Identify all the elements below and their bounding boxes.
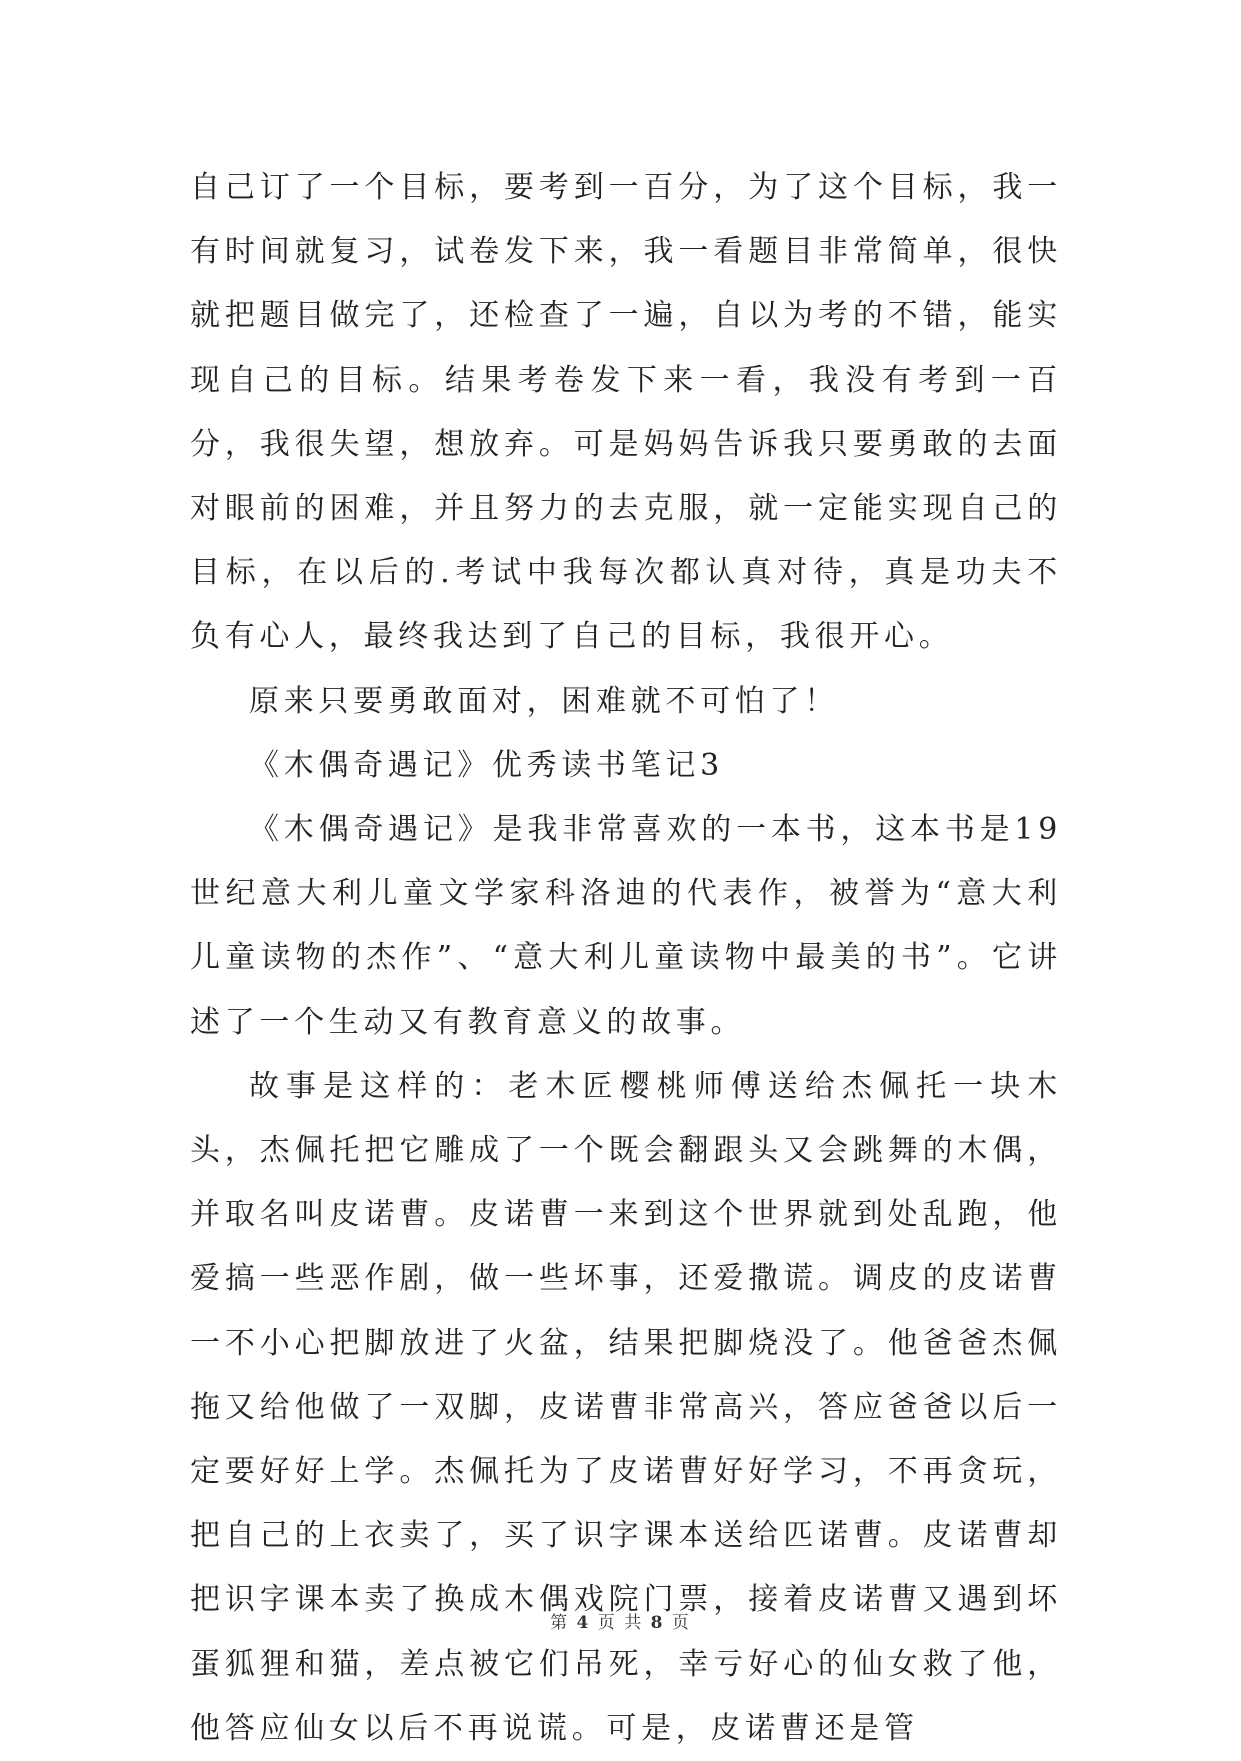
paragraph: 原来只要勇敢面对，困难就不可怕了！ — [249, 683, 839, 719]
paragraph: 自己订了一个目标，要考到一百分，为了这个目标，我一有时间就复习，试卷发下来，我一看题目非常简单，很快就把题目做完了，还检查了一遍，自以为考的不错，能实现自己的目标。结果考卷发下来一看，我没有考到一百分，我很失望，想放弃。可是妈妈告诉我只要勇敢的去面对眼前的困难，并且努力的去克服，就一定能实现自己的目标，在以后的.考试中我每次都认真对待，真是功夫不负有心人，最终我达到了自己的目标，我很开心。 — [190, 170, 1062, 655]
footer-middle: 页 共 — [597, 1613, 644, 1633]
page-footer — [0, 1608, 1241, 1633]
section-heading: 《木偶奇遇记》优秀读书笔记3 — [249, 747, 724, 783]
paragraph: 故事是这样的：老木匠樱桃师傅送给杰佩托一块木头，杰佩托把它雕成了一个既会翻跟头又会跳舞的木偶，并取名叫皮诺曹。皮诺曹一来到这个世界就到处乱跑，他爱搞一些恶作剧，做一些坏事，还爱撒谎。调皮的皮诺曹一不小心把脚放进了火盆，结果把脚烧没了。他爸爸杰佩拖又给他做了一双脚，皮诺曹非常高兴，答应爸爸以后一定要好好上学。杰佩托为了皮诺曹好好学习，不再贪玩，把自己的上衣卖了，买了识字课本送给匹诺曹。皮诺曹却把识字课本卖了换成木偶戏院门票，接着皮诺曹又遇到坏蛋狐狸和猫，差点被它们吊死，幸亏好心的仙女救了他，他答应仙女以后不再说谎。可是，皮诺曹还是管 — [190, 1068, 1062, 1746]
paragraph: 《木偶奇遇记》是我非常喜欢的一本书，这本书是19世纪意大利儿童文学家科洛迪的代表作，被誉为“意大利儿童读物的杰作”、“意大利儿童读物中最美的书”。它讲述了一个生动又有教育意义的故事。 — [190, 812, 1062, 1040]
footer-suffix: 页 — [671, 1613, 691, 1633]
body-text — [190, 156, 1062, 1761]
total-page-number: 8 — [650, 1613, 665, 1633]
current-page-number: 4 — [576, 1613, 591, 1633]
footer-prefix: 第 — [550, 1613, 570, 1633]
